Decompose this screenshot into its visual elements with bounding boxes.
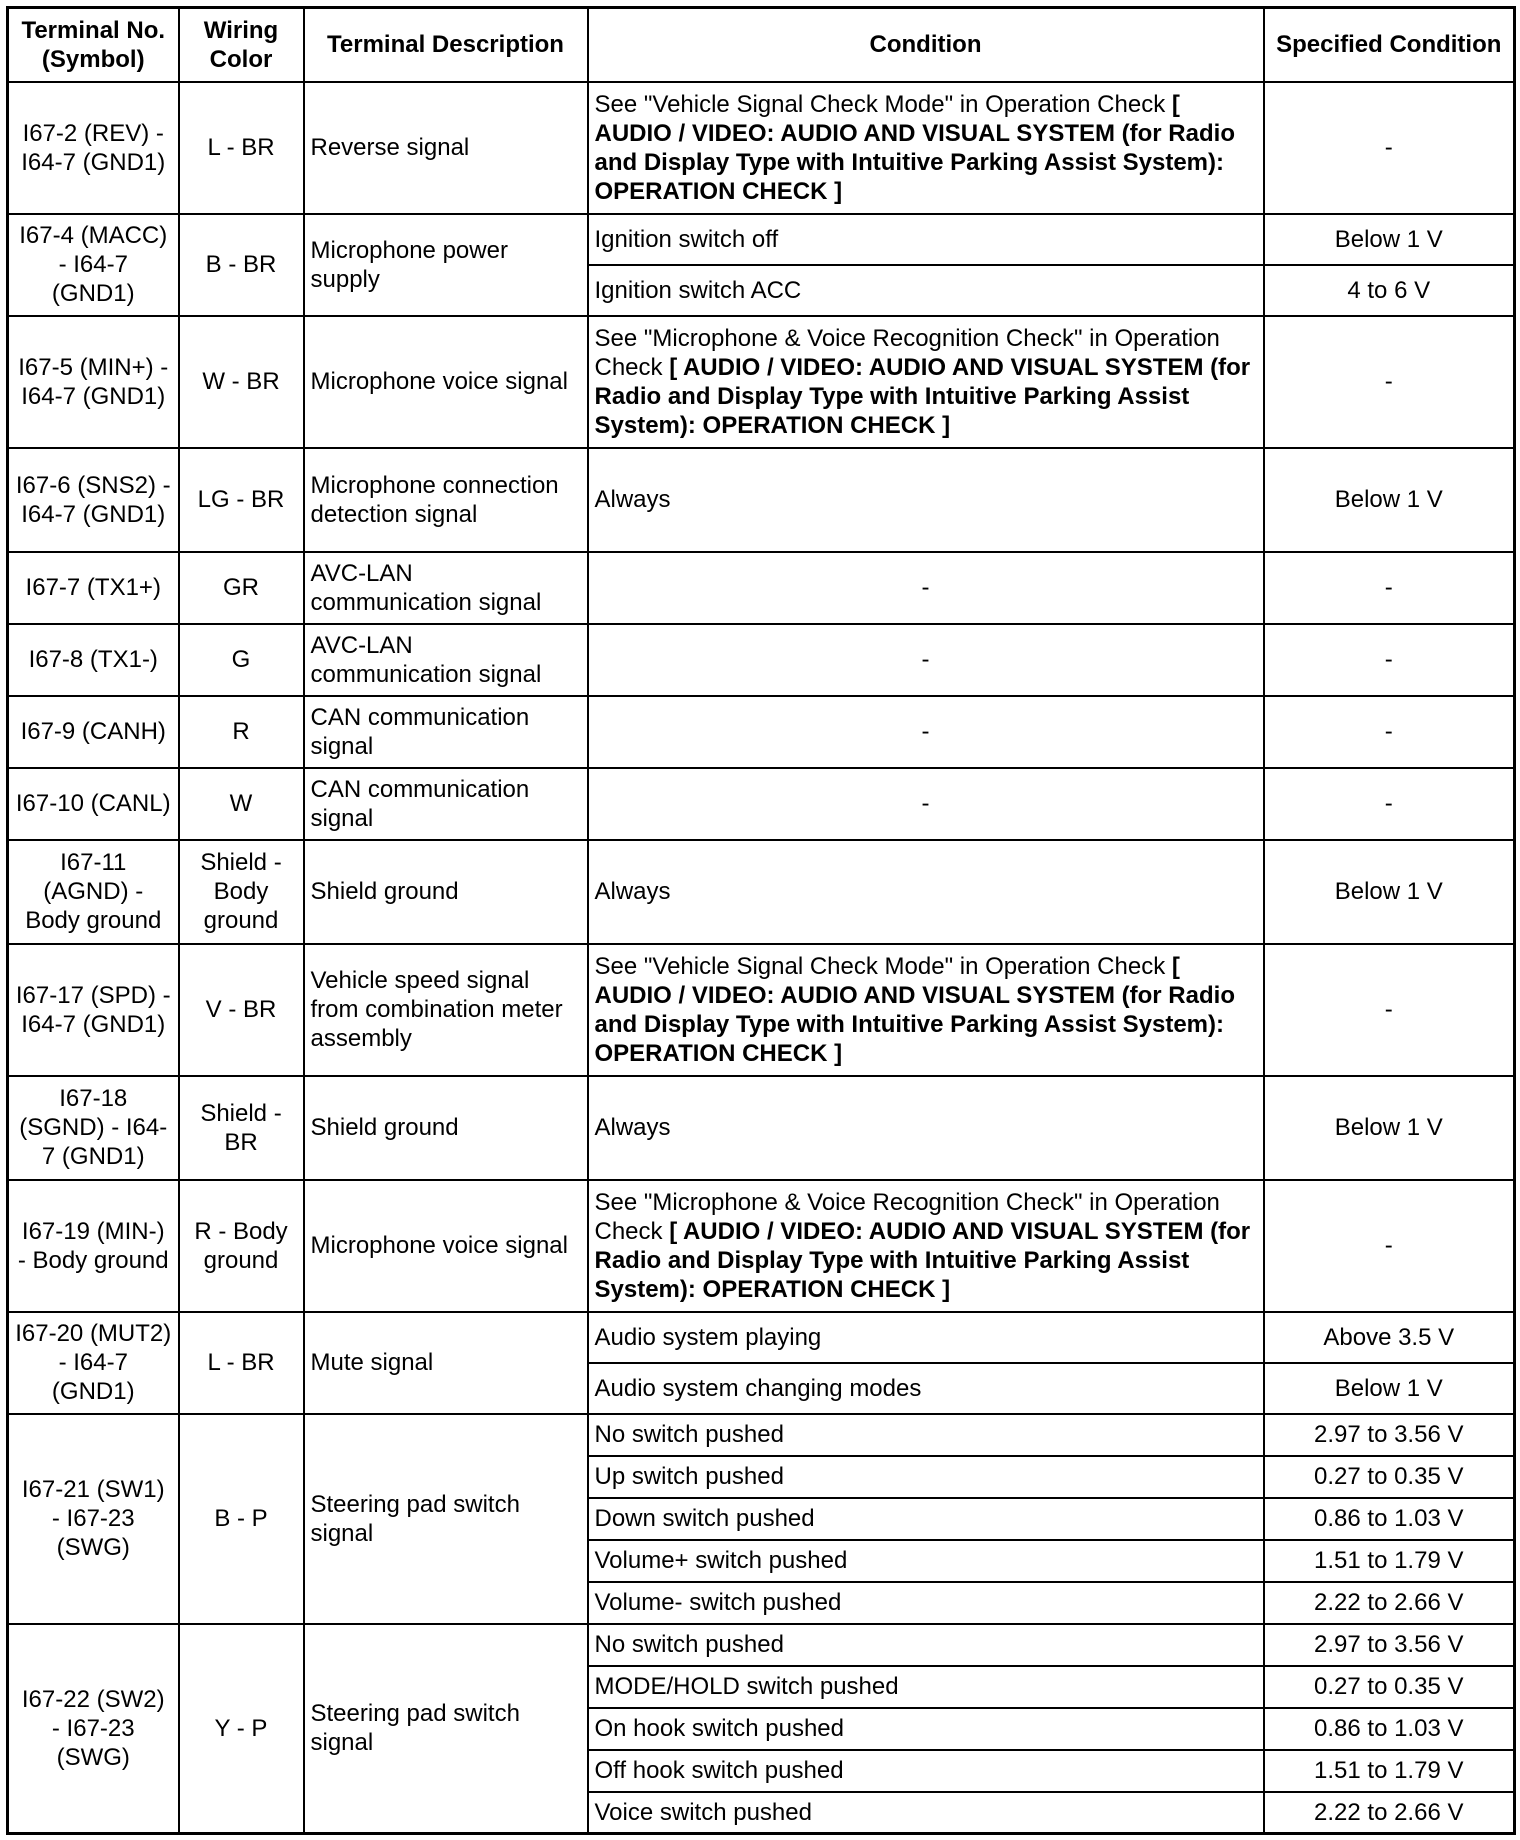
terminal-cell: I67-8 (TX1-) (8, 624, 179, 696)
condition-cell: Audio system changing modes (588, 1363, 1264, 1414)
terminal-cell: I67-5 (MIN+) - I64-7 (GND1) (8, 316, 179, 448)
condition-cell (588, 944, 1264, 1076)
description-cell: CAN communication signal (304, 768, 588, 840)
wiring-cell: L - BR (179, 1312, 304, 1414)
spec-cell: 0.86 to 1.03 V (1264, 1708, 1515, 1750)
wiring-cell: R - Body ground (179, 1180, 304, 1312)
spec-cell: 4 to 6 V (1264, 265, 1515, 316)
wiring-cell: G (179, 624, 304, 696)
table-row (8, 624, 1515, 696)
spec-cell: - (1264, 696, 1515, 768)
spec-cell: Below 1 V (1264, 1363, 1515, 1414)
table-row (8, 1312, 1515, 1363)
terminal-cell: I67-6 (SNS2) - I64-7 (GND1) (8, 448, 179, 552)
spec-cell: 0.27 to 0.35 V (1264, 1456, 1515, 1498)
wiring-cell: R (179, 696, 304, 768)
condition-cell: Audio system playing (588, 1312, 1264, 1363)
wiring-cell: Shield - BR (179, 1076, 304, 1180)
terminal-cell: I67-22 (SW2) - I67-23 (SWG) (8, 1624, 179, 1834)
header-row (8, 8, 1515, 82)
spec-cell: Below 1 V (1264, 1076, 1515, 1180)
condition-cell (588, 316, 1264, 448)
wiring-cell: GR (179, 552, 304, 624)
terminal-cell: I67-21 (SW1) - I67-23 (SWG) (8, 1414, 179, 1624)
condition-cell: Ignition switch off (588, 214, 1264, 265)
description-cell: Vehicle speed signal from combination meter assembly (304, 944, 588, 1076)
wiring-cell: Shield - Body ground (179, 840, 304, 944)
description-cell: Mute signal (304, 1312, 588, 1414)
spec-cell: - (1264, 624, 1515, 696)
wiring-cell: V - BR (179, 944, 304, 1076)
spec-cell: 1.51 to 1.79 V (1264, 1750, 1515, 1792)
condition-cell: Voice switch pushed (588, 1792, 1264, 1834)
table-row (8, 1624, 1515, 1666)
spec-cell: - (1264, 1180, 1515, 1312)
operation-check-link[interactable]: [ AUDIO / VIDEO: AUDIO AND VISUAL SYSTEM (for Radio and Display Type with Intuitive Parking Assist System): OPERATION CHECK ] (594, 952, 1235, 1067)
table-row (8, 82, 1515, 214)
header-terminal: Terminal No. (Symbol) (8, 8, 179, 82)
terminal-cell: I67-4 (MACC) - I64-7 (GND1) (8, 214, 179, 316)
condition-cell (588, 82, 1264, 214)
operation-check-link[interactable]: [ AUDIO / VIDEO: AUDIO AND VISUAL SYSTEM (for Radio and Display Type with Intuitive Parking Assist System): OPERATION CHECK ] (594, 90, 1235, 205)
table-row (8, 214, 1515, 265)
table-row (8, 944, 1515, 1076)
table-row (8, 696, 1515, 768)
condition-cell (588, 1180, 1264, 1312)
condition-cell: No switch pushed (588, 1414, 1264, 1456)
spec-cell: Above 3.5 V (1264, 1312, 1515, 1363)
spec-cell: 2.97 to 3.56 V (1264, 1624, 1515, 1666)
wiring-cell: Y - P (179, 1624, 304, 1834)
description-cell: Microphone voice signal (304, 1180, 588, 1312)
operation-check-link[interactable]: [ AUDIO / VIDEO: AUDIO AND VISUAL SYSTEM (for Radio and Display Type with Intuitive Parking Assist System): OPERATION CHECK ] (594, 1217, 1251, 1303)
spec-cell: 0.86 to 1.03 V (1264, 1498, 1515, 1540)
wiring-cell: W - BR (179, 316, 304, 448)
description-cell: Microphone power supply (304, 214, 588, 316)
spec-cell: 2.22 to 2.66 V (1264, 1582, 1515, 1624)
condition-cell: Ignition switch ACC (588, 265, 1264, 316)
header-specified: Specified Condition (1264, 8, 1515, 82)
condition-cell: Always (588, 840, 1264, 944)
description-cell: AVC-LAN communication signal (304, 624, 588, 696)
condition-cell: - (588, 552, 1264, 624)
wiring-cell: W (179, 768, 304, 840)
description-cell: AVC-LAN communication signal (304, 552, 588, 624)
condition-cell: Off hook switch pushed (588, 1750, 1264, 1792)
terminal-cell: I67-9 (CANH) (8, 696, 179, 768)
condition-cell: Down switch pushed (588, 1498, 1264, 1540)
terminal-cell: I67-20 (MUT2) - I64-7 (GND1) (8, 1312, 179, 1414)
table-row (8, 552, 1515, 624)
description-cell: Microphone voice signal (304, 316, 588, 448)
terminal-cell: I67-18 (SGND) - I64-7 (GND1) (8, 1076, 179, 1180)
terminal-cell: I67-11 (AGND) - Body ground (8, 840, 179, 944)
wiring-cell: B - P (179, 1414, 304, 1624)
table-row (8, 316, 1515, 448)
condition-reference-text: See "Microphone & Voice Recognition Check" in Operation Check (594, 1188, 1220, 1245)
condition-cell: Volume- switch pushed (588, 1582, 1264, 1624)
terminal-cell: I67-7 (TX1+) (8, 552, 179, 624)
description-cell: CAN communication signal (304, 696, 588, 768)
table-row (8, 448, 1515, 552)
description-cell: Microphone connection detection signal (304, 448, 588, 552)
condition-cell: Always (588, 1076, 1264, 1180)
spec-cell: - (1264, 552, 1515, 624)
description-cell: Steering pad switch signal (304, 1624, 588, 1834)
spec-cell: - (1264, 316, 1515, 448)
condition-cell: - (588, 624, 1264, 696)
condition-cell: - (588, 768, 1264, 840)
condition-cell: Volume+ switch pushed (588, 1540, 1264, 1582)
table-row (8, 1414, 1515, 1456)
table-row (8, 768, 1515, 840)
terminal-spec-table (6, 6, 1516, 1835)
header-condition: Condition (588, 8, 1264, 82)
spec-cell: Below 1 V (1264, 214, 1515, 265)
spec-cell: 2.97 to 3.56 V (1264, 1414, 1515, 1456)
spec-cell: - (1264, 768, 1515, 840)
header-wiring: Wiring Color (179, 8, 304, 82)
wiring-cell: L - BR (179, 82, 304, 214)
condition-reference-text: See "Vehicle Signal Check Mode" in Operation Check (594, 90, 1172, 118)
wiring-cell: LG - BR (179, 448, 304, 552)
terminal-cell: I67-10 (CANL) (8, 768, 179, 840)
description-cell: Shield ground (304, 1076, 588, 1180)
description-cell: Steering pad switch signal (304, 1414, 588, 1624)
description-cell: Reverse signal (304, 82, 588, 214)
condition-cell: No switch pushed (588, 1624, 1264, 1666)
table-row (8, 840, 1515, 944)
condition-cell: - (588, 696, 1264, 768)
table-row (8, 1076, 1515, 1180)
spec-cell: Below 1 V (1264, 840, 1515, 944)
terminal-cell: I67-17 (SPD) - I64-7 (GND1) (8, 944, 179, 1076)
table-row (8, 1180, 1515, 1312)
spec-cell: - (1264, 82, 1515, 214)
header-description: Terminal Description (304, 8, 588, 82)
condition-cell: On hook switch pushed (588, 1708, 1264, 1750)
description-cell: Shield ground (304, 840, 588, 944)
spec-cell: 2.22 to 2.66 V (1264, 1792, 1515, 1834)
condition-reference-text: See "Microphone & Voice Recognition Check" in Operation Check (594, 324, 1220, 381)
terminal-cell: I67-2 (REV) - I64-7 (GND1) (8, 82, 179, 214)
terminal-cell: I67-19 (MIN-) - Body ground (8, 1180, 179, 1312)
condition-reference-text: See "Vehicle Signal Check Mode" in Operation Check (594, 952, 1172, 980)
condition-cell: Always (588, 448, 1264, 552)
condition-cell: MODE/HOLD switch pushed (588, 1666, 1264, 1708)
spec-cell: - (1264, 944, 1515, 1076)
terminal-table-wrapper (6, 6, 1516, 1835)
wiring-cell: B - BR (179, 214, 304, 316)
spec-cell: 1.51 to 1.79 V (1264, 1540, 1515, 1582)
condition-cell: Up switch pushed (588, 1456, 1264, 1498)
operation-check-link[interactable]: [ AUDIO / VIDEO: AUDIO AND VISUAL SYSTEM (for Radio and Display Type with Intuitive Parking Assist System): OPERATION CHECK ] (594, 353, 1251, 439)
spec-cell: 0.27 to 0.35 V (1264, 1666, 1515, 1708)
spec-cell: Below 1 V (1264, 448, 1515, 552)
